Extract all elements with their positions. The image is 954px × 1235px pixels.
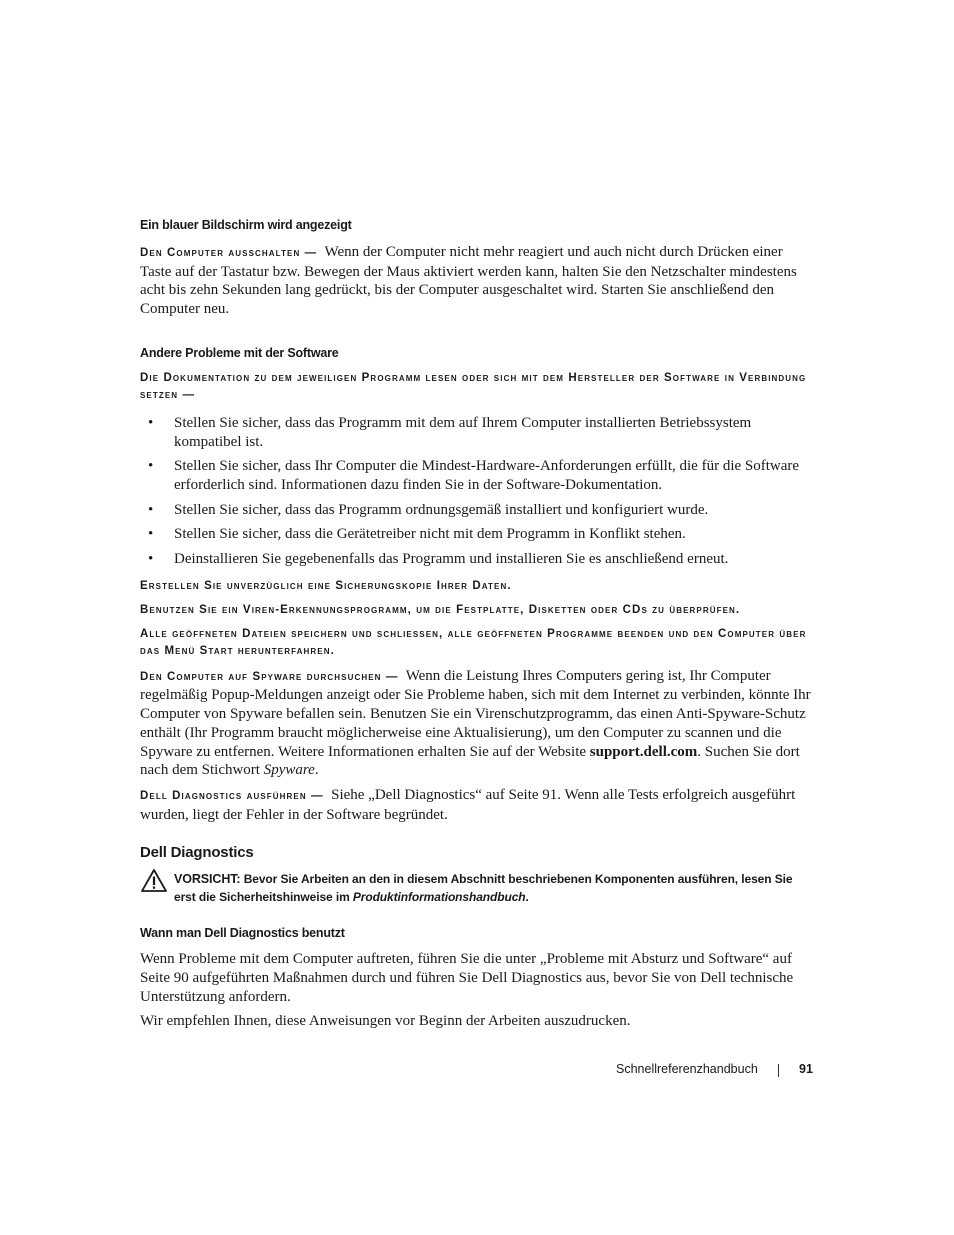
bullet-icon: • [148,501,154,518]
spyware-text: Wenn die Leistung Ihres Computers gering ist, Ihr Computer regelmäßig Popup-Meldungen anzeigt oder Sie Probleme haben, sich mit dem Internet zu verbinden, könnte Ihr Computer von Spyware befallen sein. Benutzen Sie ein Virenschutzprogramm, das einen Anti-Spyware-Schutz enthält (Ihr Programm braucht möglicherweise eine Aktualisierung), um den Computer zu scannen und die Spyware zu entfernen. Weitere Informationen erhalten Sie auf der Website [140,667,811,760]
footer-divider [778,1064,779,1077]
print-instructions-paragraph: Wir empfehlen Ihnen, diese Anweisungen vor Beginn der Arbeiten auszudrucken. [140,1013,631,1030]
section-heading-blue-screen: Ein blauer Bildschirm wird angezeigt [140,218,352,232]
section-heading-dell-diagnostics: Dell Diagnostics [140,844,254,862]
caution-notice [140,871,816,906]
bullet-icon: • [148,551,154,568]
lead-virus-scan: Benutzen Sie ein Viren-Erkennungsprogramm, um die Festplatte, Disketten oder CDs zu überprüfen. [140,603,741,616]
caution-label: VORSICHT: [174,872,241,887]
sub-heading-when-to-use: Wann man Dell Diagnostics benutzt [140,926,345,941]
footer-title: Schnellreferenzhandbuch [616,1062,758,1076]
support-link[interactable]: support.dell.com [589,743,698,760]
list-item-text: Deinstallieren Sie gegebenenfalls das Programm und installieren Sie es anschließend erneut. [174,551,729,568]
spyware-paragraph [140,667,816,780]
diagnostics-text: Siehe „Dell Diagnostics“ auf Seite 91. Wenn alle Tests erfolgreich ausgeführt wurden, liegt der Fehler in der Software begründet. [140,786,796,823]
diagnostics-paragraph [140,786,816,824]
lead-run-diagnostics: Dell Diagnostics ausführen — [140,789,324,802]
bullet-icon: • [148,414,154,431]
list-item [140,457,816,494]
bullet-list [140,414,816,569]
blue-screen-text: Wenn der Computer nicht mehr reagiert und auch nicht durch Drücken einer Taste auf der Tastatur bzw. Bewegen der Maus aktiviert werden kann, halten Sie den Netzschalter mindestens acht bis zehn Sekunden lang gedrückt, bis der Computer ausgeschaltet wird. Starten Sie anschließend den Computer neu. [140,244,797,318]
lead-spyware: Den Computer auf Spyware durchsuchen — [140,670,399,683]
lead-backup: Erstellen Sie unverzüglich eine Sicherungskopie Ihrer Daten. [140,579,512,592]
spyware-keyword: Spyware [263,762,315,779]
blue-screen-paragraph [140,243,816,319]
list-item [140,414,816,451]
page-body [140,218,816,1031]
list-item [140,525,816,544]
list-item-text: Stellen Sie sicher, dass die Gerätetreiber nicht mit dem Programm in Konflikt stehen. [174,526,686,543]
list-item-text: Stellen Sie sicher, dass das Programm mit dem auf Ihrem Computer installierten Betriebssystem kompatibel ist. [174,414,752,450]
bullet-icon: • [148,526,154,543]
list-item [140,550,816,569]
lead-read-documentation: Die Dokumentation zu dem jeweiligen Programm lesen oder sich mit dem Hersteller der Software in Verbindung setzen — [140,371,807,401]
caution-book-title: Produktinformationshandbuch [352,889,526,904]
lead-save-and-shutdown: Alle geöffneten Dateien speichern und schliessen, alle geöffneten Programme beenden und den Computer über das Menü Start herunterfahren. [140,627,807,657]
spyware-end: . [314,762,319,779]
list-item-text: Stellen Sie sicher, dass Ihr Computer die Mindest-Hardware-Anforderungen erfüllt, die für die Software erforderlich sind. Informationen dazu finden Sie in der Software-Dokumentation. [174,458,800,493]
caution-end: . [525,889,529,904]
caution-text: Bevor Sie Arbeiten an den in diesem Abschnitt beschriebenen Komponenten ausführen, lesen Sie erst die Sicherheitshinweise im [174,872,793,904]
section-heading-other-problems: Andere Probleme mit der Software [140,345,339,360]
page-number: 91 [799,1062,813,1076]
list-item-text: Stellen Sie sicher, dass das Programm ordnungsgemäß installiert und konfiguriert wurde. [174,501,709,518]
warning-triangle-icon [140,868,168,894]
bullet-icon: • [148,458,154,475]
lead-turn-off: Den Computer ausschalten — [140,247,318,259]
list-item [140,501,816,520]
when-to-use-paragraph: Wenn Probleme mit dem Computer auftreten, führen Sie die unter „Probleme mit Absturz und Software“ auf Seite 90 aufgeführten Maßnahmen durch und führen Sie Dell Diagnostics aus, bevor Sie von Dell technische Unterstützung anfordern. [140,951,794,1005]
spyware-text-2: . Suchen Sie dort nach dem Stichwort [140,743,800,779]
